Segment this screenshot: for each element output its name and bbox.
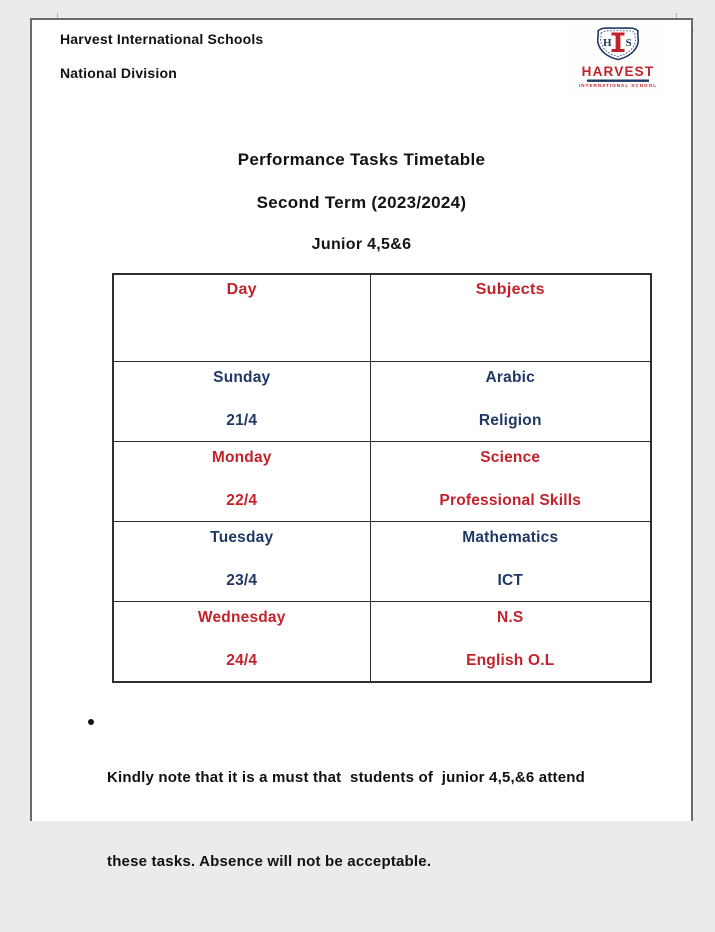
subject-label-2: Professional Skills [439,492,582,509]
day-cell [113,522,370,602]
subject-label-1: Science [480,449,541,466]
subject-label-1: Mathematics [462,529,559,546]
date-label: 24/4 [226,652,258,669]
day-label: Sunday [213,369,271,386]
footer-note [80,708,673,932]
table-row [113,602,651,683]
date-label: 23/4 [226,572,258,589]
subject-label-1: Arabic [485,369,535,386]
note-line-2: these tasks. Absence will not be acceptable. [107,853,432,870]
table-row [113,442,651,522]
subjects-column-header: Subjects [370,274,651,362]
grades-title: Junior 4,5&6 [311,236,412,253]
day-label: Tuesday [210,529,274,546]
date-label: 21/4 [226,412,258,429]
subject-label-2: ICT [497,572,524,589]
logo-name: HARVEST [581,64,655,79]
term-title: Second Term (2023/2024) [256,193,467,212]
logo-subtitle: INTERNATIONAL SCHOOL [578,83,658,88]
division-name: National Division [60,65,177,81]
subject-label-2: English O.L [466,652,555,669]
day-column-header: Day [113,274,370,362]
day-label: Wednesday [197,609,286,626]
subject-label-1: N.S [497,609,524,626]
table-row [113,362,651,442]
day-label: Monday [211,449,272,466]
page-title: Performance Tasks Timetable [237,150,486,169]
table-row [113,522,651,602]
bullet-icon [88,719,94,725]
note-line-1: Kindly note that it is a must that students of junior 4,5,&6 attend [107,769,586,786]
subjects-cell [370,362,651,442]
day-cell [113,602,370,683]
school-name: Harvest International Schools [60,31,264,47]
subjects-cell [370,602,651,683]
document-page [30,18,693,870]
day-cell [113,362,370,442]
subjects-cell [370,442,651,522]
timetable-body [113,362,651,683]
logo-letter-h: H [603,37,612,49]
school-logo [570,24,666,94]
table-header-row [113,274,651,362]
subject-label-2: Religion [478,412,542,429]
logo-letter-s: S [625,37,632,49]
day-cell [113,442,370,522]
date-label: 22/4 [226,492,258,509]
school-crest-icon [570,24,666,94]
timetable [112,273,652,683]
subjects-cell [370,522,651,602]
